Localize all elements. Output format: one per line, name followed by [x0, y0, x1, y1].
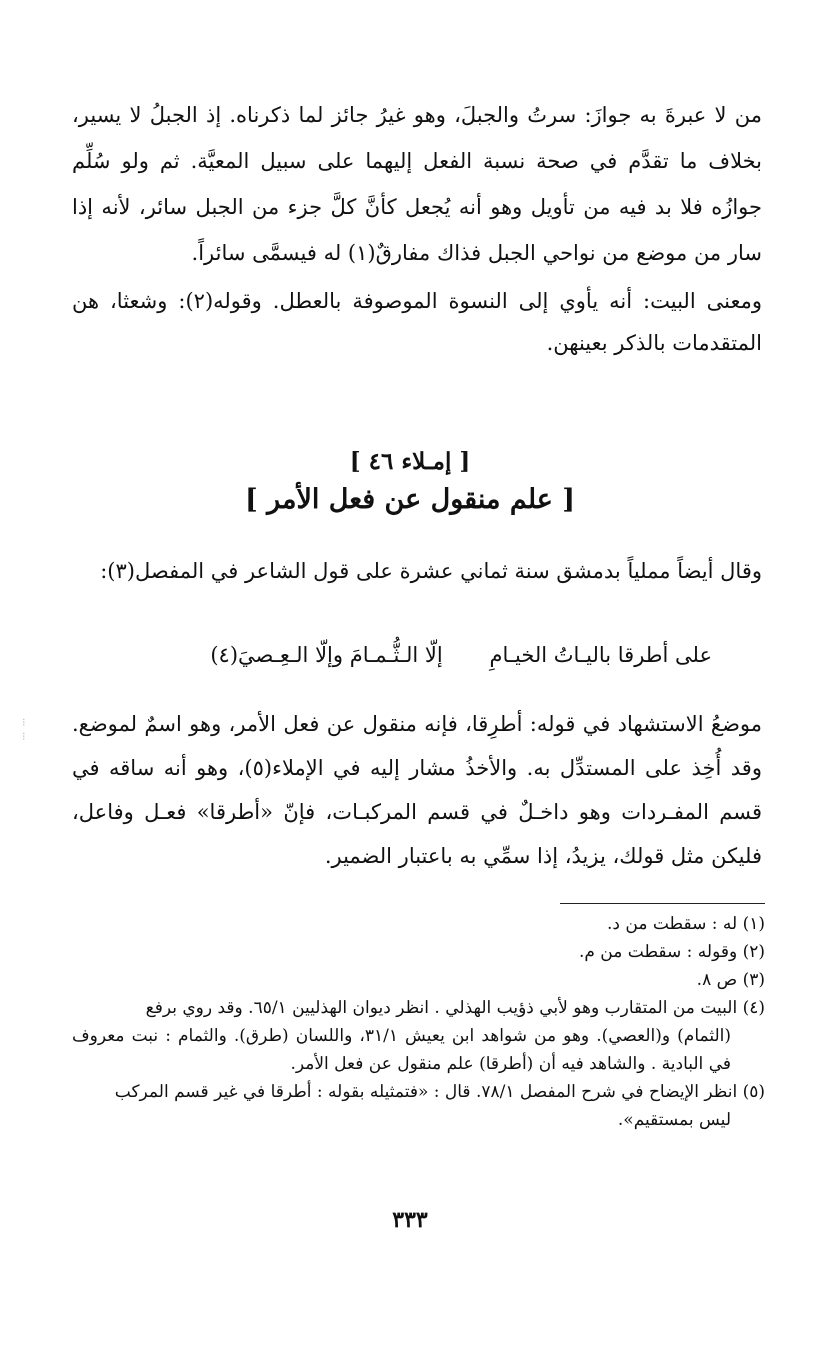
footnote-2: (٢) وقوله : سقطت من م. — [578, 942, 765, 962]
margin-scan-mark: ⁝ ⁝ — [22, 716, 26, 743]
poetry-verse — [72, 638, 762, 672]
footnote-4: (٤) البيت من المتقارب وهو لأبي ذؤيب الهذلي . انظر ديوان الهذليين ٦٥/١. وقد روي برفع — [145, 998, 765, 1018]
footnote-4-continued: (الثمام) و(العصي). وهو من شواهد ابن يعيش ٣١/١، واللسان (طرق). والثمام : نبت معروف في البادية . والشاهد فيه أن (أطرقا) علم منقول عن فعل الأمر. — [72, 1026, 732, 1074]
paragraph-3: وقال أيضاً مملياً بدمشق سنة ثماني عشرة على قول الشاعر في المفصل(٣): — [100, 559, 762, 583]
dictation-number-title: [ إمـلاء ٤٦ ] — [349, 448, 471, 475]
paragraph-2: ومعنى البيت: أنه يأوي إلى النسوة الموصوفة بالعطل. وقوله(٢): وشعثا، هن المتقدمات بالذكر بعينهن. — [72, 289, 762, 355]
page-number: ٣٣٣ — [392, 1207, 428, 1233]
verse-hemistich-1: على أطرقا باليـاتُ الخيـامِ — [489, 643, 712, 667]
footnote-5: (٥) انظر الإيضاح في شرح المفصل ٧٨/١. قال : «فتمثيله بقوله : أطرقا في غير قسم المركب — [114, 1082, 765, 1102]
paragraph-1: من لا عبرةَ به جوازَ: سرتُ والجبلَ، وهو غيرُ جائز لما ذكرناه. إذ الجبلُ لا يسير، بخلاف ما تقدَّم في صحة نسبة الفعل إليهما على سبيل المعيَّة. ثم ولو سُلِّم جوازُه فلا بد فيه من تأويل وهو أنه يُجعل كأنَّ كلَّ جزء من الجبل سائر، لأنه إذا سار من موضع من نواحي الجبل فذاك مفارقٌ(١) له فيسمَّى سائراً. — [72, 103, 762, 265]
footnote-3: (٣) ص ٨. — [696, 970, 765, 990]
section-heading: [ علم منقول عن فعل الأمر ] — [244, 484, 576, 515]
verse-hemistich-2: إلّا الـثُّـمـامَ وإلّا الـعِـصيَ(٤) — [210, 643, 443, 667]
footnote-1: (١) له : سقطت من د. — [607, 914, 765, 934]
footnote-5-continued: ليس بمستقيم». — [617, 1110, 731, 1130]
paragraph-4: موضعُ الاستشهاد في قوله: أطرِقا، فإنه منقول عن فعل الأمر، وهو اسمٌ لموضع. وقد أُخِذ على المستدِّل به. والأخذُ مشار إليه في الإملاء(٥)، وهو أنه ساقه في قسم المفـردات وهو داخـلٌ في قسم المركبـات، فإنّ «أطرقا» فعـل وفاعل، فليكن مثل قولك، يزيدُ، إذا سمِّي به باعتبار الضمير. — [72, 712, 762, 868]
footnotes-list — [72, 910, 765, 1134]
footnote-separator — [560, 903, 765, 904]
